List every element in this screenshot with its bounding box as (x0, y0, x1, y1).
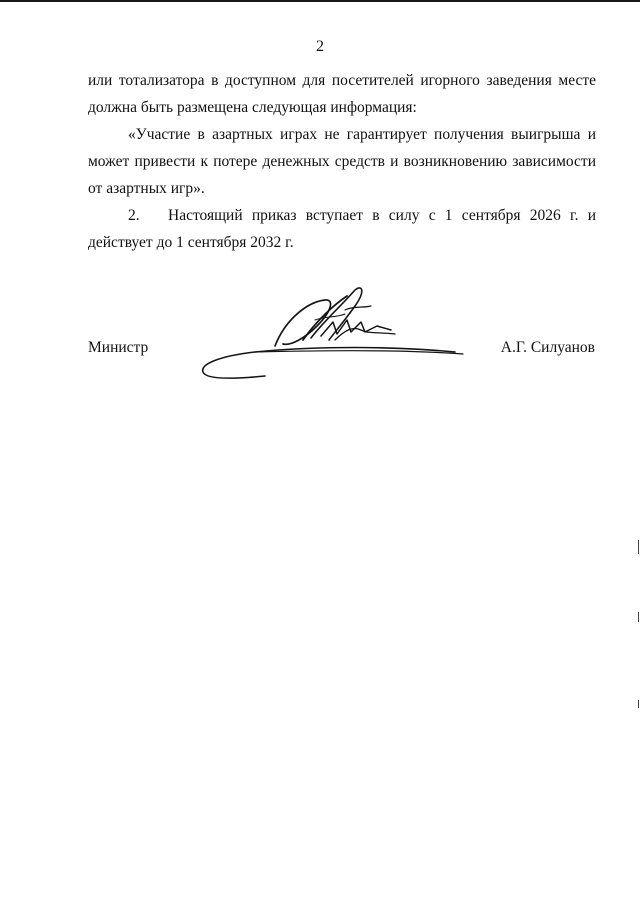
paragraph-quoted-warning: «Участие в азартных играх не гарантирует получения выигрыша и может привести к потере денежных средств и возникновению зависимости от азартных игр». (88, 126, 596, 197)
page-top-edge (0, 0, 640, 2)
signer-name: А.Г. Силуанов (500, 339, 595, 356)
item-number: 2. (128, 207, 140, 224)
signature-block (0, 280, 640, 390)
scan-edge-mark (638, 540, 639, 554)
scan-edge-mark (638, 700, 639, 708)
paragraph-item-2 (88, 202, 596, 256)
scan-edge-mark (638, 612, 639, 622)
page-number: 2 (316, 38, 324, 55)
signer-position: Министр (88, 339, 149, 356)
item-text: Настоящий приказ вступает в силу с 1 сентября 2026 г. и действует до 1 сентября 2032 г. (88, 207, 596, 251)
handwritten-signature (195, 280, 470, 385)
paragraph-continuation: или тотализатора в доступном для посетителей игорного заведения месте должна быть размещена следующая информация: (88, 72, 596, 116)
